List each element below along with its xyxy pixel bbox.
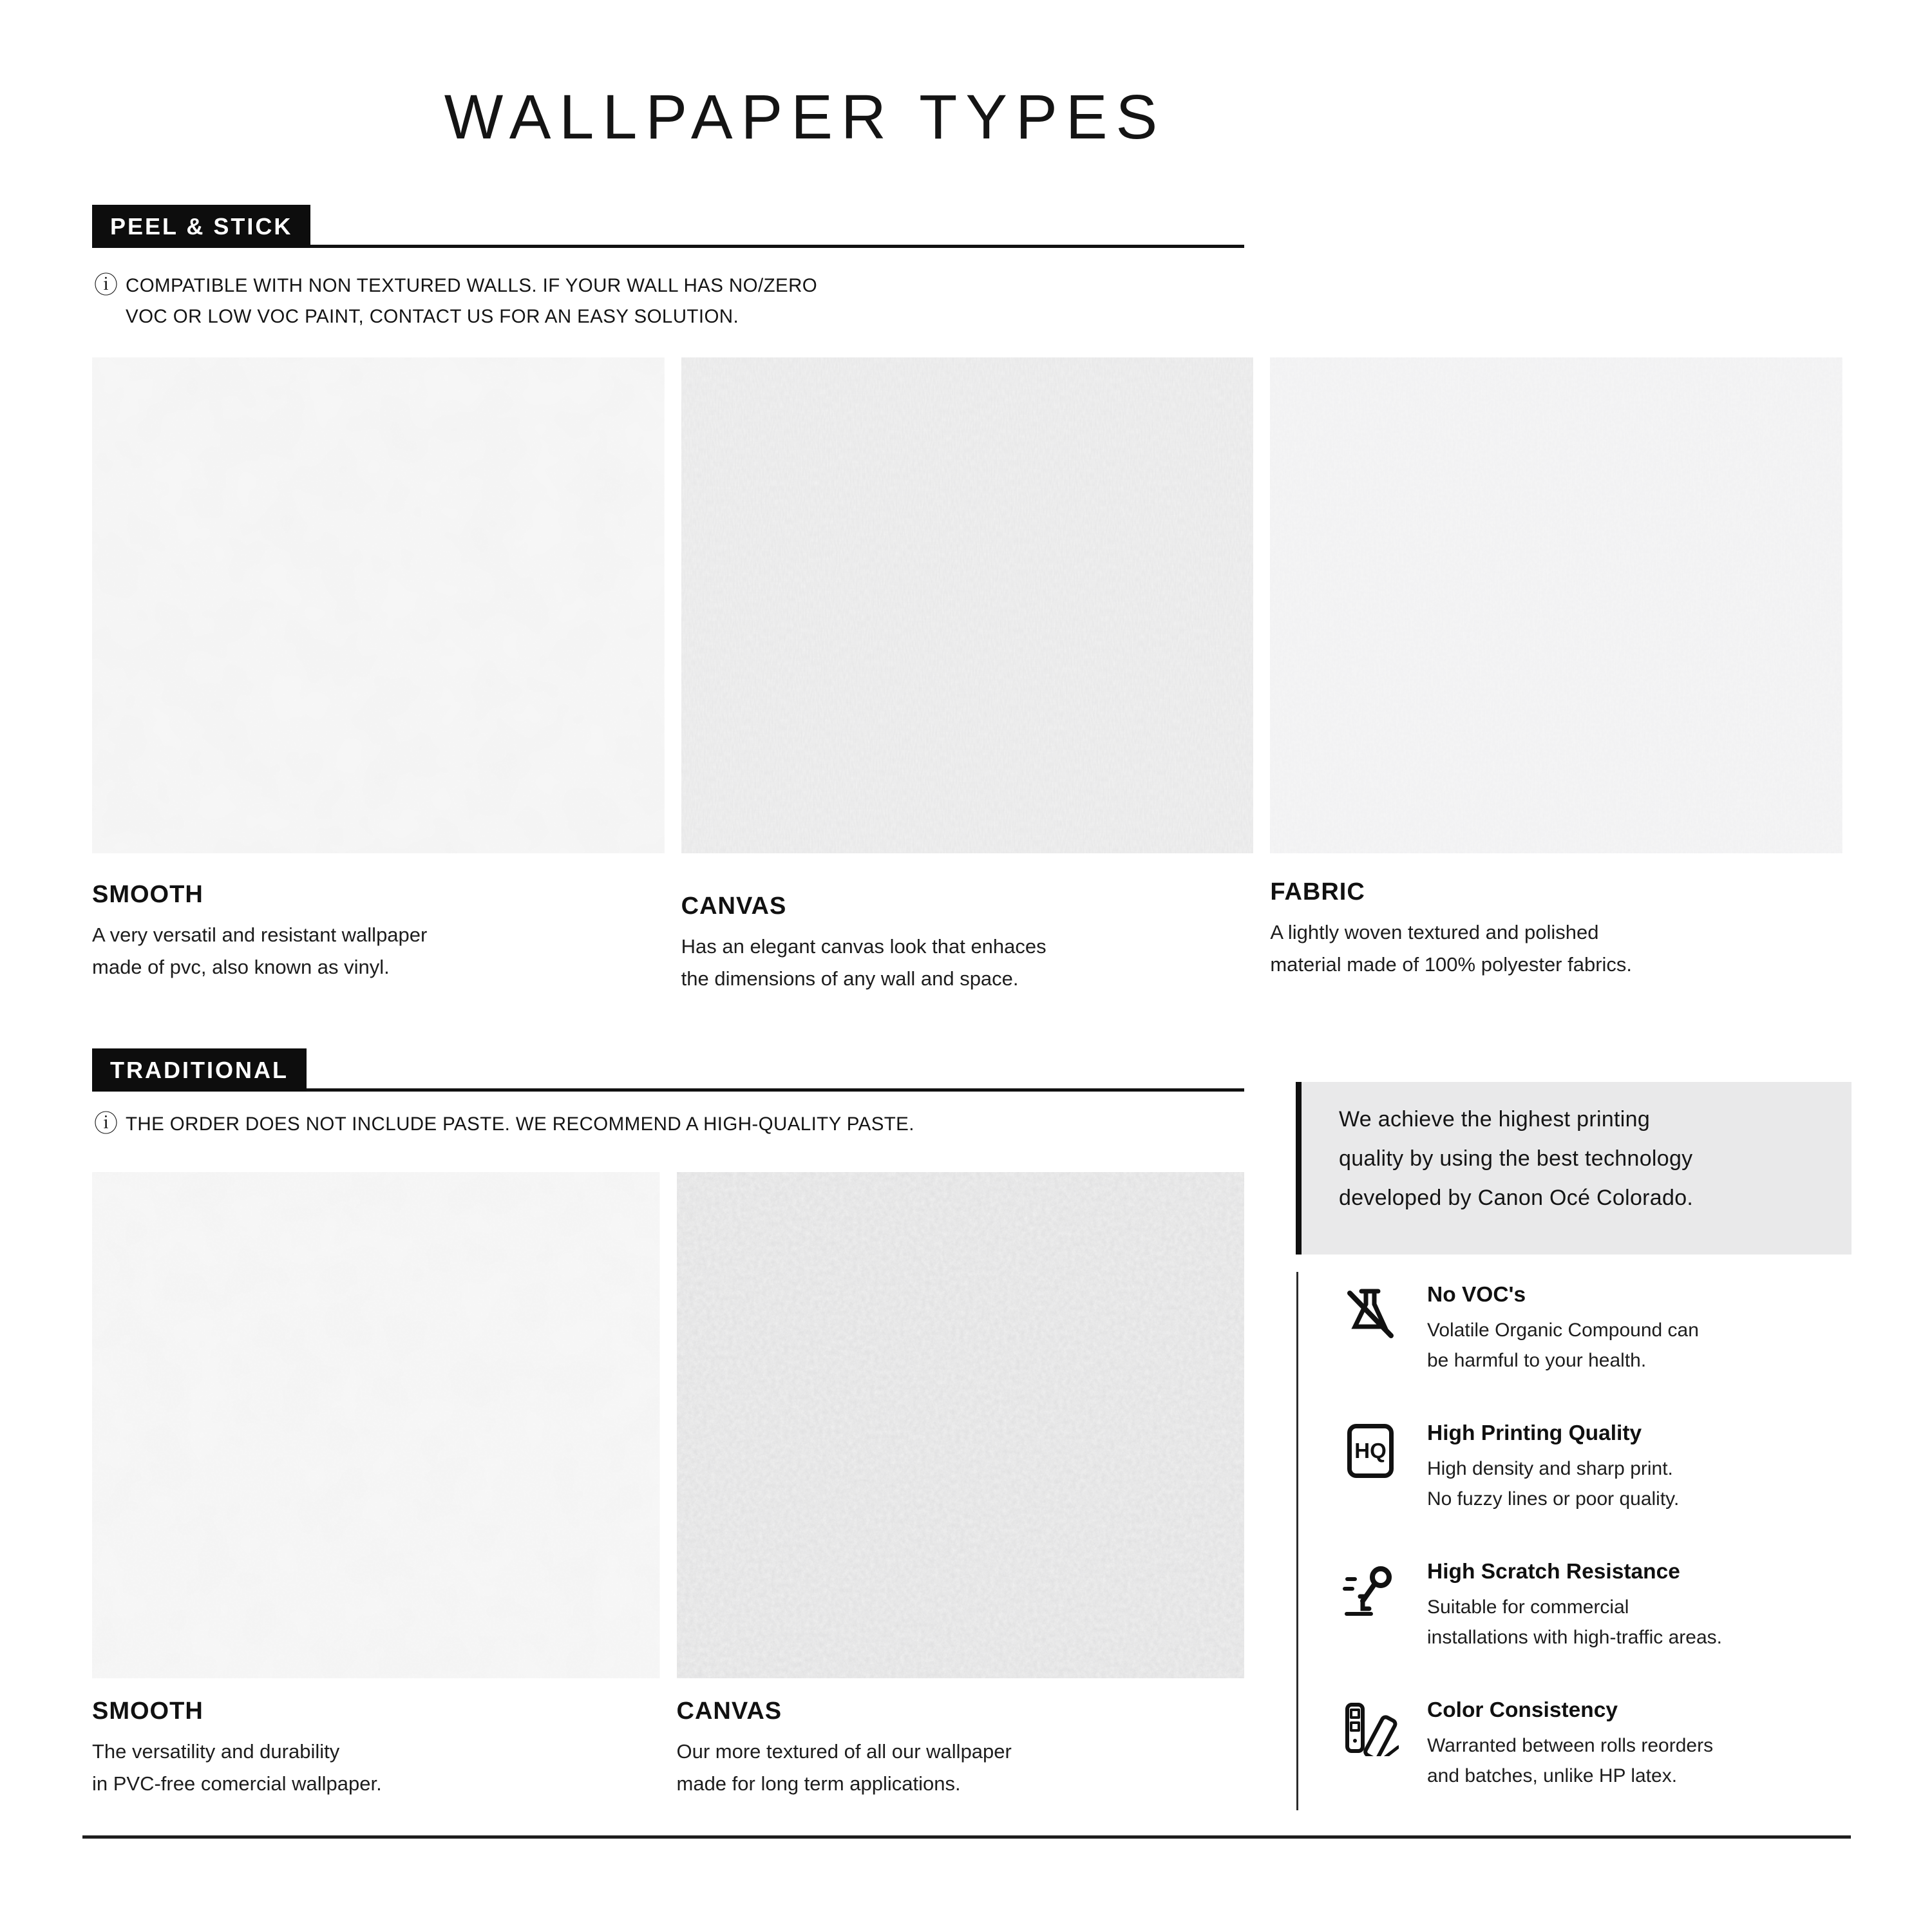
feature-color-consistency: Color Consistency Warranted between rolls reorders and batches, unlike HP latex. — [1341, 1697, 1713, 1791]
caption-peel-canvas: CANVAS Has an elegant canvas look that enhaces the dimensions of any wall and space. — [681, 893, 1254, 995]
traditional-label: TRADITIONAL — [92, 1048, 307, 1092]
feature-high-printing-quality: HQ High Printing Quality High density and sharp print. No fuzzy lines or poor quality. — [1341, 1420, 1679, 1514]
traditional-swatch-row — [92, 1172, 1244, 1678]
info-icon: ⓘ — [94, 272, 118, 298]
traditional-note-text: THE ORDER DOES NOT INCLUDE PASTE. WE RECOMMEND A HIGH-QUALITY PASTE. — [126, 1113, 914, 1135]
key-icon — [1341, 1560, 1400, 1619]
footer-divider-line — [82, 1835, 1851, 1839]
swatch-traditional-smooth — [92, 1172, 660, 1678]
hq-badge-icon — [1341, 1421, 1400, 1481]
swatch-name: SMOOTH — [92, 881, 204, 908]
smooth-texture-image — [92, 1172, 660, 1678]
swatch-name: SMOOTH — [92, 1698, 204, 1725]
canvas-texture-image — [681, 357, 1254, 853]
feature-scratch-resistance: High Scratch Resistance Suitable for commercial installations with high-traffic areas. — [1341, 1558, 1722, 1653]
swatch-name: FABRIC — [1270, 878, 1365, 905]
swatch-traditional-canvas — [677, 1172, 1245, 1678]
fabric-texture-image — [1270, 357, 1842, 853]
caption-traditional-canvas: CANVAS Our more textured of all our wallpaper made for long term applications. — [677, 1698, 1245, 1800]
rough-canvas-texture-image — [677, 1172, 1245, 1678]
no-voc-flask-icon — [1341, 1283, 1400, 1342]
peel-stick-header — [92, 205, 1244, 248]
swatch-peel-smooth — [92, 357, 665, 853]
feature-no-voc: No VOC's Volatile Organic Compound can be harmful to your health. — [1341, 1282, 1699, 1376]
caption-peel-smooth: SMOOTH A very versatil and resistant wallpaper made of pvc, also known as vinyl. — [92, 881, 665, 995]
swatch-name: CANVAS — [681, 893, 787, 920]
color-swatches-icon — [1341, 1698, 1400, 1757]
peel-caption-row — [92, 878, 1842, 995]
peel-swatch-row — [92, 357, 1842, 853]
sidebar-divider-line — [1296, 1272, 1298, 1810]
swatch-peel-fabric — [1270, 357, 1842, 853]
traditional-caption-row — [92, 1698, 1244, 1800]
smooth-texture-image — [92, 357, 665, 853]
traditional-note — [94, 1109, 914, 1140]
peel-stick-label: PEEL & STICK — [92, 205, 310, 248]
page-title: WALLPAPER TYPES — [444, 82, 1166, 152]
caption-peel-fabric: FABRIC A lightly woven textured and polished material made of 100% polyester fabrics. — [1270, 878, 1842, 995]
printing-quality-panel: We achieve the highest printing quality by using the best technology developed by Canon Océ Colorado. — [1296, 1082, 1852, 1255]
caption-traditional-smooth: SMOOTH The versatility and durability in PVC-free comercial wallpaper. — [92, 1698, 660, 1800]
info-icon: ⓘ — [94, 1110, 118, 1137]
traditional-header — [92, 1048, 1244, 1092]
hq-badge-text: HQ — [1354, 1439, 1387, 1463]
swatch-name: CANVAS — [676, 1698, 782, 1725]
peel-stick-note-text: COMPATIBLE WITH NON TEXTURED WALLS. IF YOUR WALL HAS NO/ZERO VOC OR LOW VOC PAINT, CONTACT US FOR AN EASY SOLUTION. — [126, 275, 818, 327]
swatch-peel-canvas — [681, 357, 1254, 853]
peel-stick-note — [94, 270, 817, 332]
